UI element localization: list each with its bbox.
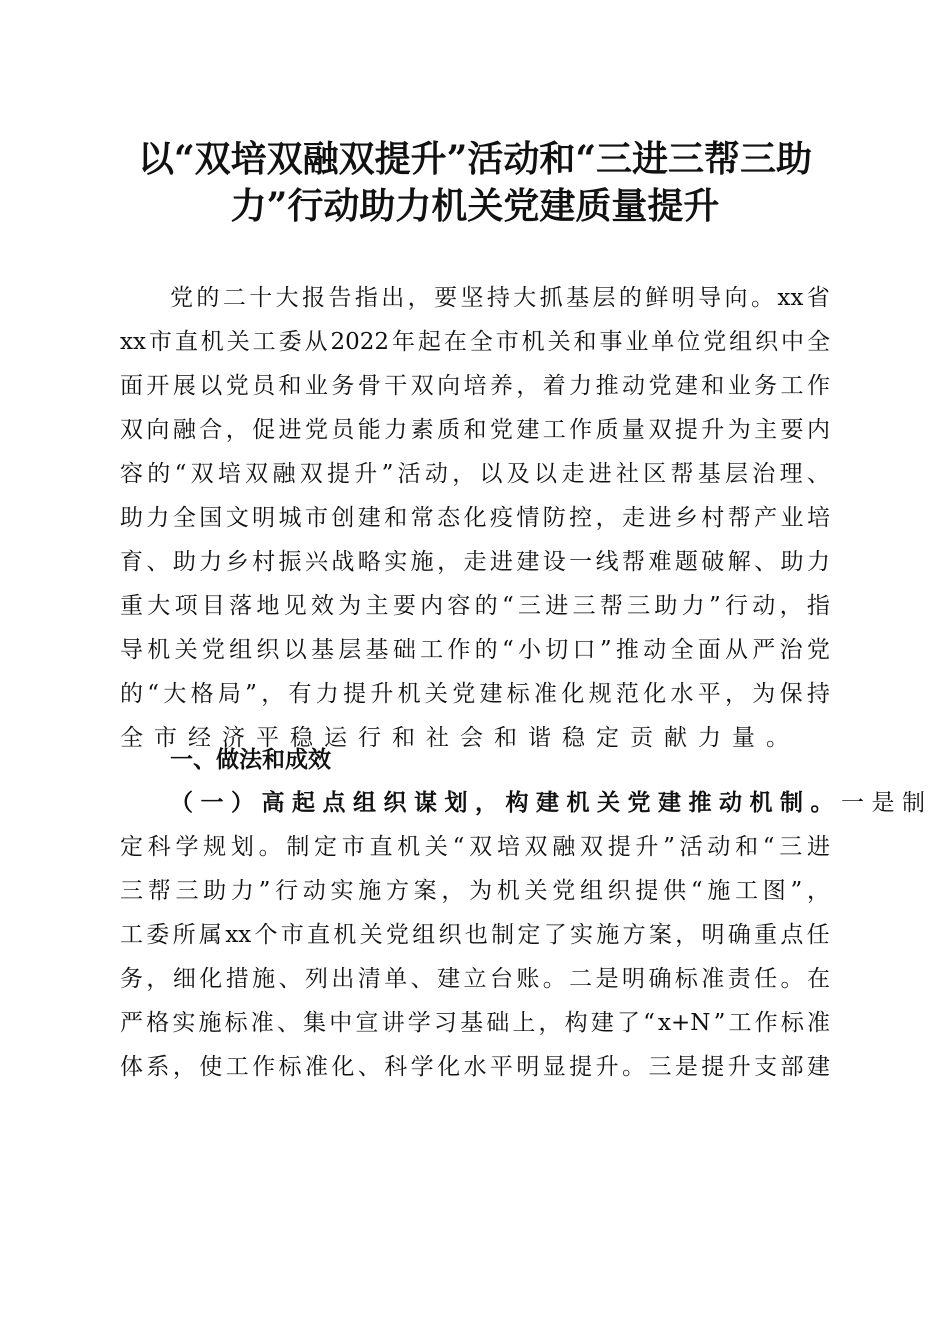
paragraph-line: 三 帮 三 助 力 ” 行 动 实 施 方 案 ， 为 机 关 党 组 织 提 供 “ 施 工 图 ” ， [120, 878, 830, 904]
subsection-heading: （一）高起点组织谋划，构建机关党建推动机制。 [170, 789, 841, 816]
paragraph-line: 全市经济平稳运行和社会和谐稳定贡献力量。 [120, 725, 800, 751]
paragraph-text: 一是制 [841, 790, 933, 816]
title-line-2: 力”行动助力机关党建质量提升 [230, 185, 720, 227]
paragraph-line: 容 的 “ 双 培 双 融 双 提 升 ” 活 动 ， 以 及 以 走 进 社 区 帮 基 层 治 理 、 [120, 461, 830, 487]
paragraph-line: 助 力 全 国 文 明 城 市 创 建 和 常 态 化 疫 情 防 控 ， 走 进 乡 村 帮 产 业 培 [120, 505, 830, 531]
section-heading: 一、做法和成效 [170, 747, 331, 773]
paragraph-line: 定 科 学 规 划 。 制 定 市 直 机 关 “ 双 培 双 融 双 提 升 ” 活 动 和 “ 三 进 [120, 834, 830, 860]
paragraph-line: 工 委 所 属 xx 个 市 直 机 关 党 组 织 也 制 定 了 实 施 方 案 ， 明 确 重 点 任 [120, 922, 830, 948]
document-title [110, 136, 840, 230]
paragraph-line: 面 开 展 以 党 员 和 业 务 骨 干 双 向 培 养 ， 着 力 推 动 党 建 和 业 务 工 作 [120, 373, 830, 399]
paragraph-line [170, 788, 933, 818]
paragraph-line: xx 市 直 机 关 工 委 从 2022 年 起 在 全 市 机 关 和 事 业 单 位 党 组 织 中 全 [120, 329, 830, 355]
paragraph-line: 双 向 融 合 ， 促 进 党 员 能 力 素 质 和 党 建 工 作 质 量 双 提 升 为 主 要 内 [120, 417, 830, 443]
paragraph-line: 的 “ 大 格 局 ” ， 有 力 提 升 机 关 党 建 标 准 化 规 范 化 水 平 ， 为 保 持 [120, 681, 830, 707]
paragraph-line: 党 的 二 十 大 报 告 指 出 ， 要 坚 持 大 抓 基 层 的 鲜 明 导 向 。 xx 省 [170, 285, 830, 311]
paragraph-line: 体 系 ， 使 工 作 标 准 化 、 科 学 化 水 平 明 显 提 升 。 三 是 提 升 支 部 建 [120, 1054, 830, 1080]
paragraph-line: 重 大 项 目 落 地 见 效 为 主 要 内 容 的 “ 三 进 三 帮 三 助 力 ” 行 动 ， 指 [120, 593, 830, 619]
paragraph-line: 务 ， 细 化 措 施 、 列 出 清 单 、 建 立 台 账 。 二 是 明 确 标 准 责 任 。 在 [120, 966, 830, 992]
paragraph-line: 育 、 助 力 乡 村 振 兴 战 略 实 施 ， 走 进 建 设 一 线 帮 难 题 破 解 、 助 力 [120, 549, 830, 575]
paragraph-line: 导 机 关 党 组 织 以 基 层 基 础 工 作 的 “ 小 切 口 ” 推 动 全 面 从 严 治 党 [120, 637, 830, 663]
paragraph-line: 严 格 实 施 标 准 、 集 中 宣 讲 学 习 基 础 上 ， 构 建 了 “ x+N ” 工 作 标 准 [120, 1010, 830, 1036]
title-line-1: 以“双培双融双提升”活动和“三进三帮三助 [137, 138, 813, 180]
